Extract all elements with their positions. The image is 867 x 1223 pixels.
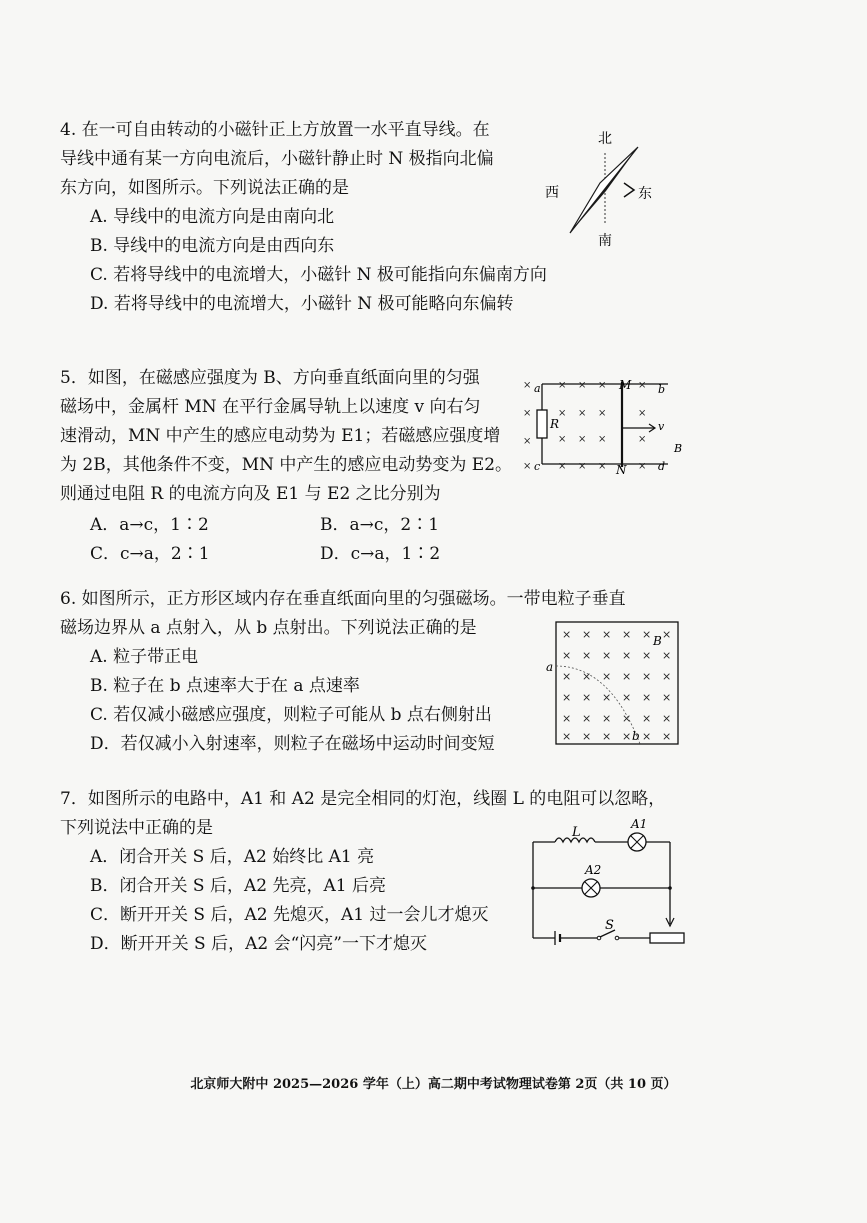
field-cross: × [622, 670, 632, 683]
rail-figure [518, 372, 688, 477]
q5-line: 5．如图，在磁感应强度为 B、方向垂直纸面向里的匀强 [60, 368, 480, 388]
field-cross: × [598, 434, 607, 445]
field-cross: × [578, 408, 587, 419]
q5-line: 速滑动，MN 中产生的感应电动势为 E1；若磁感应强度增 [60, 426, 501, 446]
field-cross: × [662, 730, 672, 743]
field-cross: × [582, 628, 592, 641]
q7-line: 下列说法中正确的是 [60, 818, 213, 838]
field-cross: × [622, 712, 632, 725]
resistor-r [537, 410, 547, 438]
field-cross: × [662, 691, 672, 704]
field-cross: × [642, 628, 652, 641]
q6-line: 6. 如图所示，正方形区域内存在垂直纸面向里的匀强磁场。一带电粒子垂直 [60, 589, 626, 609]
q6-option-d: D．若仅减小入射速率，则粒子在磁场中运动时间变短 [90, 734, 495, 754]
point-a: a [546, 660, 554, 674]
field-cross: × [622, 730, 632, 743]
field-cross: × [582, 691, 592, 704]
point-n: N [616, 463, 627, 477]
field-cross: × [642, 691, 652, 704]
inductor-label: L [572, 825, 581, 840]
field-cross: × [562, 691, 572, 704]
field-cross: × [662, 628, 672, 641]
point-c: c [534, 460, 541, 473]
field-cross: × [638, 380, 647, 391]
field-cross: × [562, 670, 572, 683]
junction [531, 886, 535, 890]
question-4 [60, 116, 547, 319]
field-cross: × [602, 691, 612, 704]
field-cross: × [523, 380, 532, 391]
field-cross: × [562, 730, 572, 743]
q5-line: 则通过电阻 R 的电流方向及 E1 与 E2 之比分别为 [60, 484, 441, 504]
point-d: d [658, 460, 666, 473]
field-cross: × [558, 434, 567, 445]
q4-line: 东方向，如图所示。下列说法正确的是 [60, 178, 349, 198]
q5-option-c: C．c→a，2∶1 [90, 544, 210, 564]
point-b: b [632, 729, 640, 743]
square-field-figure [540, 618, 685, 748]
field-cross: × [622, 649, 632, 662]
field-cross: × [662, 712, 672, 725]
q7-option-c: C．断开开关 S 后，A2 先熄灭，A1 过一会儿才熄灭 [90, 905, 489, 925]
question-5 [60, 364, 550, 569]
lamp-a2-label: A2 [585, 863, 602, 877]
field-cross: × [602, 649, 612, 662]
q4-option-b: B. 导线中的电流方向是由西向东 [90, 236, 335, 256]
field-cross: × [578, 434, 587, 445]
lamp-a1-label: A1 [631, 817, 648, 831]
field-cross: × [523, 436, 532, 447]
field-cross: × [598, 380, 607, 391]
field-cross: × [662, 649, 672, 662]
north-label: 北 [598, 131, 612, 147]
field-cross: × [638, 408, 647, 419]
q5-line: 为 2B，其他条件不变，MN 中产生的感应电动势变为 E2。 [60, 455, 513, 475]
field-cross: × [662, 670, 672, 683]
field-cross: × [642, 670, 652, 683]
q4-option-d: D. 若将导线中的电流增大，小磁针 N 极可能略向东偏转 [90, 294, 514, 314]
field-cross: × [523, 408, 532, 419]
q5-option-a: A．a→c，1∶2 [90, 515, 209, 535]
field-label: B [674, 442, 683, 455]
compass-figure [540, 125, 670, 250]
q7-option-a: A．闭合开关 S 后，A2 始终比 A1 亮 [90, 847, 375, 867]
point-m: M [619, 378, 632, 392]
q7-option-b: B．闭合开关 S 后，A2 先亮，A1 后亮 [90, 876, 386, 896]
resistor-label: R [550, 417, 560, 431]
field-cross: × [602, 628, 612, 641]
field-cross: × [582, 712, 592, 725]
page-footer: 北京师大附中 2025—2026 学年（上）高二期中考试物理试卷第 2页（共 10 页） [190, 1077, 677, 1092]
compass-needle-s [570, 147, 638, 233]
west-label: 西 [545, 185, 559, 201]
field-cross: × [523, 461, 532, 472]
field-cross: × [582, 730, 592, 743]
point-a: a [534, 382, 541, 395]
field-cross: × [562, 649, 572, 662]
field-cross: × [602, 730, 612, 743]
field-cross: × [598, 408, 607, 419]
south-label: 南 [598, 233, 612, 249]
q4-option-a: A. 导线中的电流方向是由南向北 [90, 207, 335, 227]
field-cross: × [642, 649, 652, 662]
field-cross: × [622, 628, 632, 641]
field-cross: × [642, 730, 652, 743]
field-cross: × [578, 380, 587, 391]
field-cross: × [602, 712, 612, 725]
q4-option-c: C. 若将导线中的电流增大，小磁针 N 极可能指向东偏南方向 [90, 265, 547, 285]
q6-option-c: C. 若仅减小磁感应强度，则粒子可能从 b 点右侧射出 [90, 705, 492, 725]
field-cross: × [582, 649, 592, 662]
q6-option-b: B. 粒子在 b 点速率大于在 a 点速率 [90, 676, 360, 696]
velocity-label: v [658, 420, 665, 433]
q4-line: 4. 在一可自由转动的小磁针正上方放置一水平直导线。在 [60, 120, 490, 140]
junction [668, 886, 672, 890]
rheostat [650, 933, 684, 943]
field-cross: × [638, 461, 647, 472]
field-cross: × [638, 434, 647, 445]
field-label: B [653, 634, 662, 648]
field-cross: × [558, 408, 567, 419]
q6-option-a: A. 粒子带正电 [90, 647, 199, 667]
field-cross: × [602, 670, 612, 683]
field-cross: × [562, 712, 572, 725]
field-cross: × [598, 461, 607, 472]
field-cross: × [558, 461, 567, 472]
q4-line: 导线中通有某一方向电流后，小磁针静止时 N 极指向北偏 [60, 149, 494, 169]
q7-line: 7．如图所示的电路中，A1 和 A2 是完全相同的灯泡，线圈 L 的电阻可以忽略， [60, 789, 666, 809]
field-cross: × [622, 691, 632, 704]
field-cross: × [578, 461, 587, 472]
q7-option-d: D．断开开关 S 后，A2 会“闪亮”一下才熄灭 [90, 934, 427, 954]
field-cross: × [558, 380, 567, 391]
point-b: b [658, 383, 666, 396]
east-arrow [624, 183, 634, 197]
field-cross: × [642, 712, 652, 725]
q5-line: 磁场中，金属杆 MN 在平行金属导轨上以速度 v 向右匀 [60, 397, 481, 417]
field-cross: × [582, 670, 592, 683]
q5-option-d: D．c→a，1∶2 [320, 544, 441, 564]
circuit-figure [525, 812, 690, 952]
q6-line: 磁场边界从 a 点射入，从 b 点射出。下列说法正确的是 [60, 618, 477, 638]
field-cross: × [562, 628, 572, 641]
switch-label: S [605, 918, 614, 933]
q5-option-b: B．a→c，2∶1 [320, 515, 440, 535]
east-label: 东 [638, 186, 652, 202]
switch-contact [615, 936, 619, 940]
